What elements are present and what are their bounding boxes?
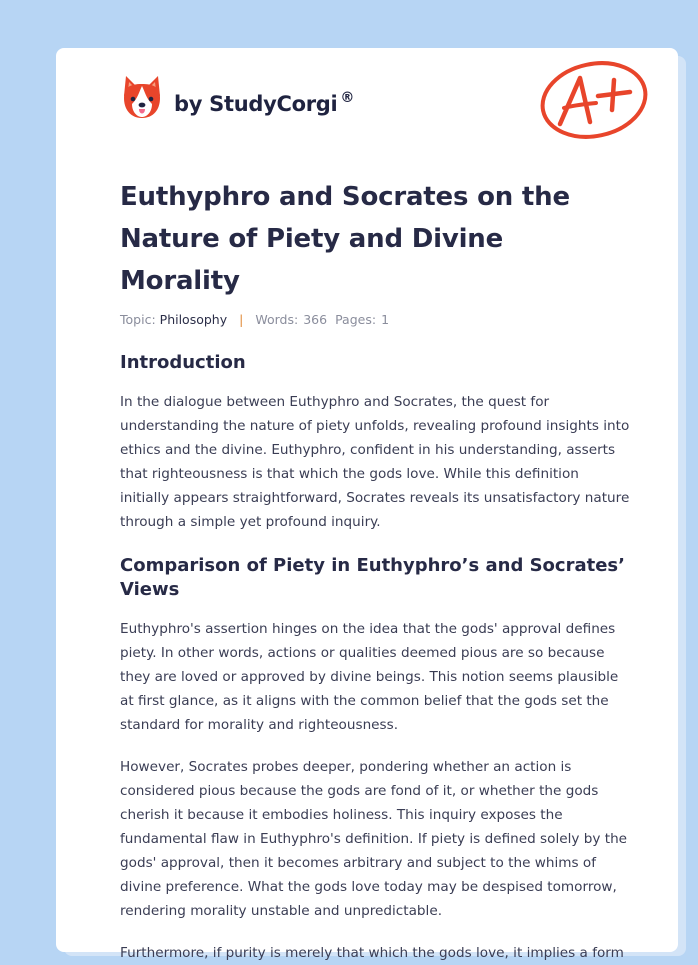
paragraph: In the dialogue between Euthyphro and Socrates, the quest for understanding the nature of piety unfolds, revealing profound insights into ethics and the divine. Euthyphro, confident in his understanding, asserts that righteousness is that which the gods love. While this definition initially appears straightforward, Socrates reveals its unsatisfactory nature through a simple yet profound inquiry. (120, 394, 630, 530)
document-title: Euthyphro and Socrates on the Nature of Piety and Divine Morality (120, 182, 570, 296)
pages-count: 1 (381, 312, 390, 327)
section-heading-comparison: Comparison of Piety in Euthyphro’s and Socrates’ Views (120, 555, 625, 600)
paragraph-truncated: Furthermore, if purity is merely that which the gods love, it implies a form (120, 945, 624, 961)
a-plus-grade-icon (536, 58, 652, 142)
pages-label: Pages: (335, 312, 377, 327)
brand-name: by StudyCorgi ® (174, 90, 355, 116)
meta-separator: | (239, 312, 244, 327)
document-meta (120, 312, 630, 327)
paragraph: However, Socrates probes deeper, pondering whether an action is considered pious because the gods are fond of it, or whether the gods cherish it because it embodies holiness. This inquiry exposes the fundamental flaw in Euthyphro's definition. If piety is defined solely by the gods' approval, then it becomes arbitrary and subject to the whims of divine preference. What the gods love today may be despised tomorrow, rendering morality unstable and unpredictable. (120, 759, 628, 919)
topic-label: Topic: (120, 312, 156, 327)
words-count: 366 (303, 312, 328, 327)
studycorgi-logo[interactable] (120, 74, 354, 122)
section-heading-introduction: Introduction (120, 352, 246, 373)
topic-link[interactable]: Philosophy (159, 312, 228, 327)
paragraph: Euthyphro's assertion hinges on the idea that the gods' approval defines piety. In other words, actions or qualities deemed pious are so because they are loved or approved by divine beings. This notion seems plausible at first glance, as it aligns with the common belief that the gods set the standard for morality and righteousness. (120, 621, 619, 733)
document-body (120, 176, 630, 965)
words-label: Words: (255, 312, 299, 327)
document-card (56, 48, 678, 961)
registered-mark: ® (340, 90, 355, 106)
corgi-logo-icon (120, 74, 164, 122)
